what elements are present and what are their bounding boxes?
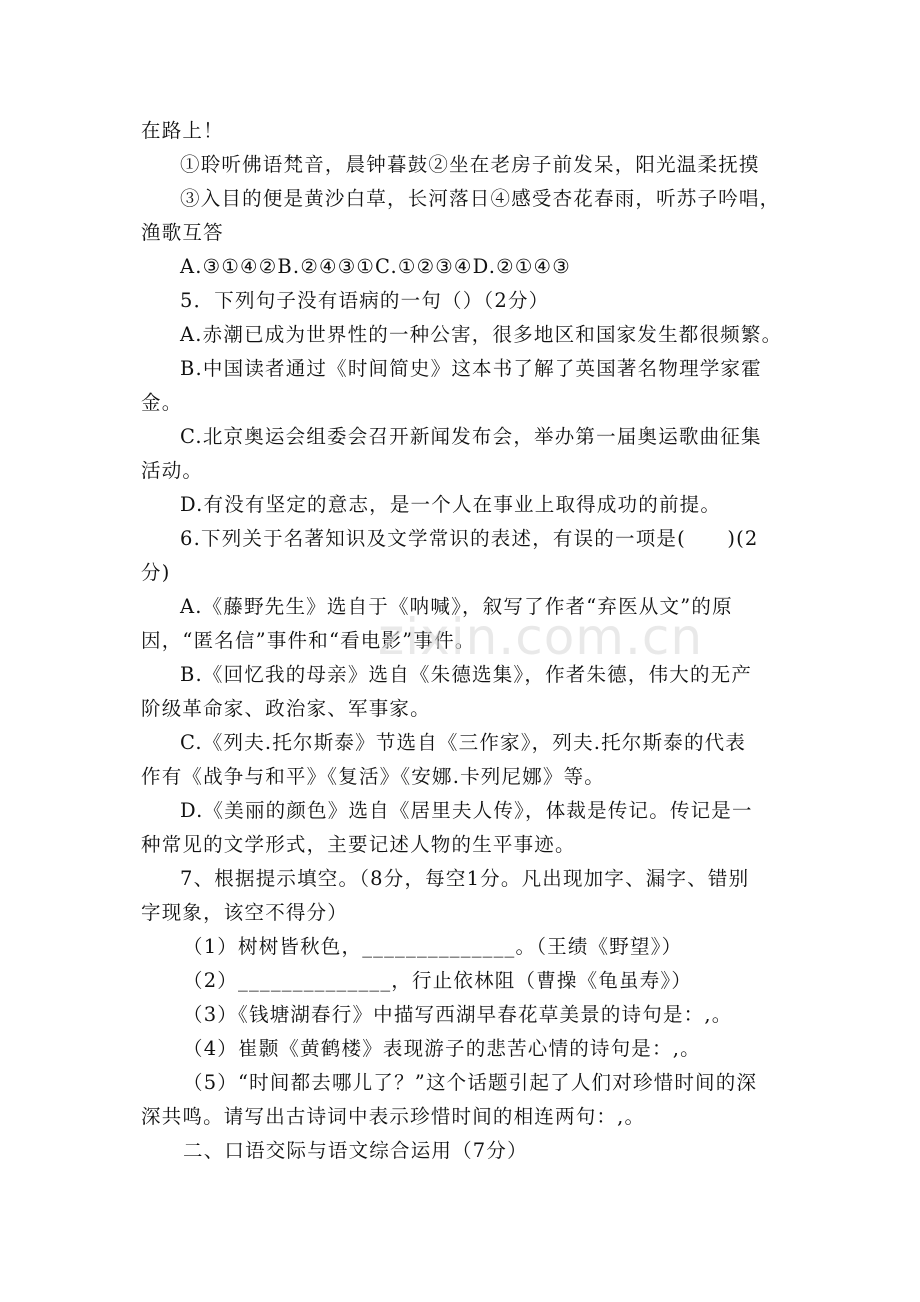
text-line: ①聆听佛语梵音，晨钟暮鼓②坐在老房子前发呆，阳光温柔抚摸: [180, 153, 760, 176]
text-line: B.中国读者通过《时间简史》这本书了解了英国著名物理学家霍: [180, 357, 762, 380]
answer-options: A.③①④②B.②④③①C.①②③④D.②①④③: [180, 255, 571, 278]
text-line: D.《美丽的颜色》选自《居里夫人传》，体裁是传记。传记是一: [180, 799, 753, 822]
section-heading: 二、口语交际与语文综合运用（7分）: [183, 1139, 528, 1162]
question-heading: 6.下列关于名著知识及文学常识的表述，有误的一项是( )(2: [180, 527, 759, 550]
text-line: A.赤潮已成为世界性的一种公害，很多地区和国家发生都很频繁。: [180, 323, 783, 346]
fill-blank-item: （1）树树皆秋色，______________。（王绩《野望》）: [183, 935, 683, 958]
text-line: C.北京奥运会组委会召开新闻发布会，举办第一届奥运歌曲征集: [180, 425, 762, 448]
text-line: 深共鸣。请写出古诗词中表示珍惜时间的相连两句：,。: [141, 1105, 646, 1128]
text-line: 阶级革命家、政治家、军事家。: [141, 697, 431, 720]
text-line: 作有《战争与和平》《复活》《安娜.卡列尼娜》等。: [141, 765, 605, 788]
fill-blank-item: （2）______________，行止依林阻（曹操《龟虽寿》）: [183, 969, 693, 992]
text-line: A.《藤野先生》选自于《呐喊》，叙写了作者“弃医从文”的原: [180, 595, 733, 618]
text-line: ③入目的便是黄沙白草，长河落日④感受杏花春雨，听苏子吟唱，: [180, 187, 781, 210]
text-line: 字现象，该空不得分）: [141, 901, 349, 924]
text-line: 分): [141, 561, 171, 584]
text-line: 种常见的文学形式，主要记述人物的生平事迹。: [141, 833, 576, 856]
text-line: D.有没有坚定的意志，是一个人在事业上取得成功的前提。: [180, 493, 722, 516]
question-heading: 5．下列句子没有语病的一句（）（2分）: [180, 289, 550, 312]
text-line: 金。: [141, 391, 183, 414]
fill-blank-item: （4）崔颢《黄鹤楼》表现游子的悲苦心情的诗句是：,。: [183, 1037, 701, 1060]
text-line: 渔歌互答: [141, 221, 224, 244]
fill-blank-item: （5）“时间都去哪儿了？”这个话题引起了人们对珍惜时间的深: [183, 1071, 758, 1094]
fill-blank-item: （3）《钱塘湖春行》中描写西湖早春花草美景的诗句是：,。: [183, 1003, 733, 1026]
text-line: B.《回忆我的母亲》选自《朱德选集》，作者朱德，伟大的无产: [180, 663, 753, 686]
watermark: zixin.com.cn: [378, 608, 704, 666]
text-line: 因，“匿名信”事件和“看电影”事件。: [141, 629, 476, 652]
text-line: C.《列夫.托尔斯泰》节选自《三作家》，列夫.托尔斯泰的代表: [180, 731, 747, 754]
question-heading: 7、根据提示填空。（8分，每空1分。凡出现加字、漏字、错别: [180, 867, 750, 890]
text-line: 在路上！: [141, 119, 224, 142]
text-line: 活动。: [141, 459, 204, 482]
